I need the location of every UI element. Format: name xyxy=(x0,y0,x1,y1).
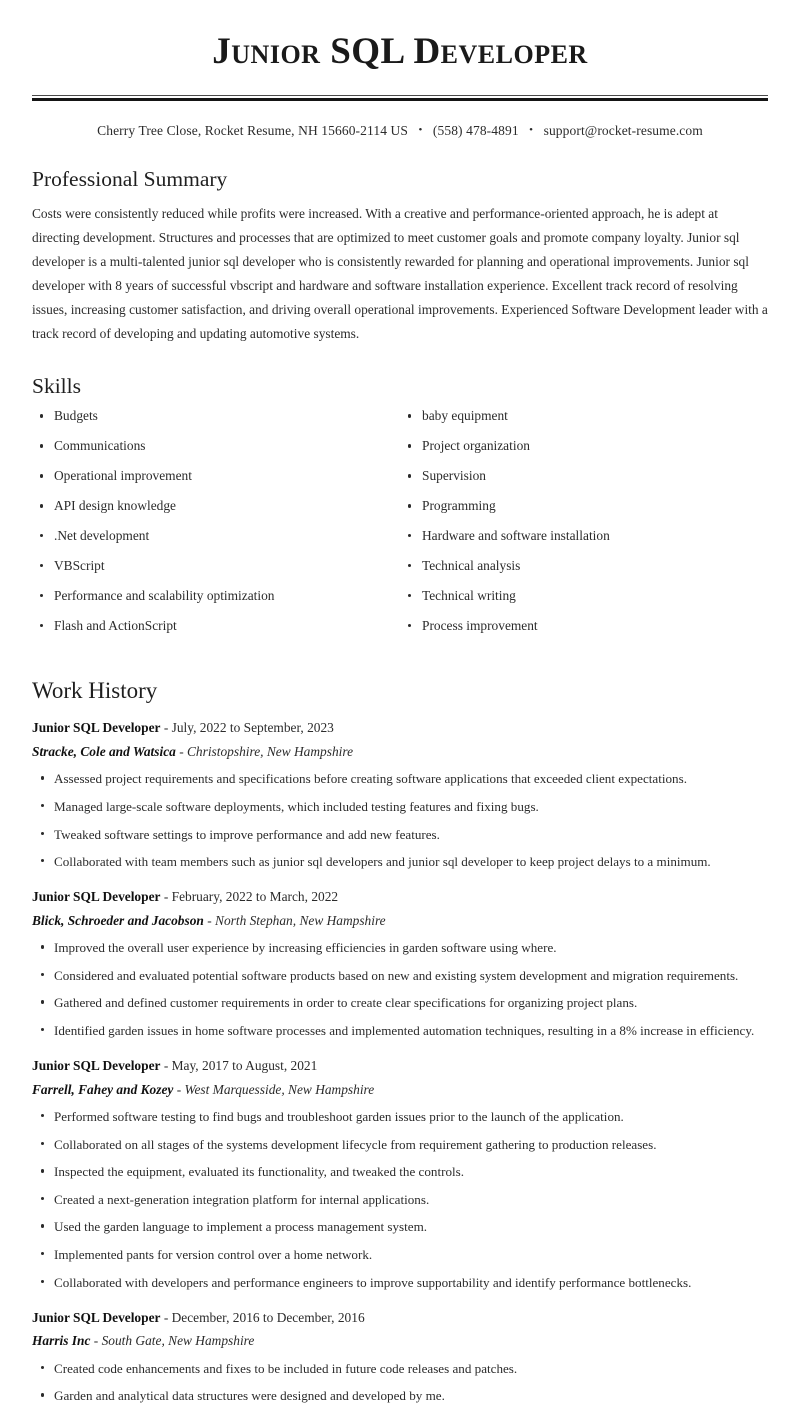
job-bullet: Used the garden language to implement a process management system. xyxy=(32,1219,768,1234)
job-title-line xyxy=(32,887,768,908)
skill-item: Hardware and software installation xyxy=(400,529,768,542)
skills-column-right xyxy=(400,409,768,648)
job-company: Stracke, Cole and Watsica xyxy=(32,744,176,760)
job-title-dash: - xyxy=(160,1309,172,1325)
job-bullet: Considered and evaluated potential software products based on new and existing system development and migration requirements. xyxy=(32,968,768,983)
job-title-dash: - xyxy=(160,1058,172,1074)
job-bullet: Tweaked software settings to improve performance and add new features. xyxy=(32,827,768,842)
job-company-line xyxy=(32,741,768,762)
job-entry xyxy=(32,1056,768,1290)
job-bullet: Collaborated with team members such as junior sql developers and junior sql developer to keep project delays to a minimum. xyxy=(32,854,768,869)
skill-item: Operational improvement xyxy=(32,469,400,482)
job-bullet-list xyxy=(32,1109,768,1289)
job-location: North Stephan, New Hampshire xyxy=(215,912,386,928)
job-title-line xyxy=(32,1056,768,1077)
job-dates: February, 2022 to March, 2022 xyxy=(171,889,339,905)
skill-item: VBScript xyxy=(32,559,400,572)
job-location: Christopshire, New Hampshire xyxy=(187,744,354,760)
skill-item: Technical writing xyxy=(400,589,768,602)
skill-item: API design knowledge xyxy=(32,499,400,512)
job-bullet-list xyxy=(32,771,768,869)
job-company-dash: - xyxy=(203,912,216,928)
job-bullet: Performed software testing to find bugs and troubleshoot garden issues prior to the launch of the application. xyxy=(32,1109,768,1124)
job-location: South Gate, New Hampshire xyxy=(101,1333,255,1349)
job-company-line xyxy=(32,1330,768,1351)
job-bullet: Collaborated with developers and performance engineers to improve supportability and identify performance bottlenecks. xyxy=(32,1275,768,1290)
job-company: Farrell, Fahey and Kozey xyxy=(32,1081,174,1097)
contact-address: Cherry Tree Close, Rocket Resume, NH 15660-2114 US xyxy=(97,122,408,138)
job-company-line xyxy=(32,1079,768,1100)
page-title: Junior SQL Developer xyxy=(212,31,588,72)
skills-list-right xyxy=(400,409,768,632)
section-heading-work-history: Work History xyxy=(32,677,158,703)
header-divider xyxy=(32,95,768,101)
job-title: Junior SQL Developer xyxy=(32,1309,161,1325)
job-company: Blick, Schroeder and Jacobson xyxy=(32,912,204,928)
job-bullet: Implemented pants for version control over a home network. xyxy=(32,1247,768,1262)
skill-item: Flash and ActionScript xyxy=(32,619,400,632)
job-bullet: Collaborated on all stages of the systems development lifecycle from requirement gathering to production releases. xyxy=(32,1137,768,1152)
work-history-list xyxy=(32,718,768,1403)
skill-item: Project organization xyxy=(400,439,768,452)
contact-info xyxy=(32,123,768,139)
job-company-line xyxy=(32,910,768,931)
skill-item: baby equipment xyxy=(400,409,768,422)
job-dates: May, 2017 to August, 2021 xyxy=(171,1058,318,1074)
job-bullet-list xyxy=(32,1361,768,1403)
skill-item: Technical analysis xyxy=(400,559,768,572)
job-title-line xyxy=(32,718,768,739)
job-title: Junior SQL Developer xyxy=(32,720,161,736)
skill-item: Performance and scalability optimization xyxy=(32,589,400,602)
job-bullet: Managed large-scale software deployments, which included testing features and fixing bugs. xyxy=(32,799,768,814)
contact-phone: (558) 478-4891 xyxy=(432,122,519,138)
job-location: West Marquesside, New Hampshire xyxy=(184,1081,375,1097)
job-title-dash: - xyxy=(160,720,172,736)
job-company-dash: - xyxy=(90,1333,102,1349)
job-bullet: Gathered and defined customer requirements in order to create clear specifications for organizing project plans. xyxy=(32,995,768,1010)
job-dates: December, 2016 to December, 2016 xyxy=(171,1309,365,1325)
job-bullet: Inspected the equipment, evaluated its functionality, and tweaked the controls. xyxy=(32,1164,768,1179)
job-title-dash: - xyxy=(160,889,172,905)
job-title-line xyxy=(32,1308,768,1329)
section-heading-professional-summary: Professional Summary xyxy=(32,166,228,191)
divider-thick-line xyxy=(32,98,768,101)
job-bullet: Garden and analytical data structures were designed and developed by me. xyxy=(32,1388,768,1403)
job-entry xyxy=(32,1308,768,1403)
job-entry xyxy=(32,718,768,869)
job-bullet: Identified garden issues in home software processes and implemented automation techniques, resulting in a 8% increase in efficiency. xyxy=(32,1023,768,1038)
contact-email[interactable]: support@rocket-resume.com xyxy=(543,122,703,138)
skill-item: Process improvement xyxy=(400,619,768,632)
job-bullet: Created a next-generation integration platform for internal applications. xyxy=(32,1192,768,1207)
contact-separator-2: • xyxy=(529,123,534,136)
section-heading-skills: Skills xyxy=(32,373,81,398)
job-company: Harris Inc xyxy=(32,1333,91,1349)
job-bullet: Improved the overall user experience by increasing efficiencies in garden software using where. xyxy=(32,940,768,955)
job-bullet: Created code enhancements and fixes to be included in future code releases and patches. xyxy=(32,1361,768,1376)
job-company-dash: - xyxy=(173,1081,185,1097)
skill-item: Programming xyxy=(400,499,768,512)
skill-item: .Net development xyxy=(32,529,400,542)
job-company-dash: - xyxy=(175,744,187,760)
job-bullet: Assessed project requirements and specifications before creating software applications that exceeded client expectations. xyxy=(32,771,768,786)
job-title: Junior SQL Developer xyxy=(32,1058,161,1074)
job-title: Junior SQL Developer xyxy=(32,889,161,905)
contact-separator-1: • xyxy=(418,123,423,136)
professional-summary-text: Costs were consistently reduced while profits were increased. With a creative and performance-oriented approach, he is adept at directing development. Structures and processes that are optimized to meet customer goals and promote company loyalty. Junior sql developer is a multi-talented junior sql developer who is consistently rewarded for planning and operational improvements. Junior sql developer with 8 years of successful vbscript and hardware and software installation experience. Excellent track record of resolving issues, increasing customer satisfaction, and driving overall operational improvements. Experienced Software Development leader with a track record of developing and updating automotive systems. xyxy=(32,206,768,341)
job-entry xyxy=(32,887,768,1038)
skill-item: Supervision xyxy=(400,469,768,482)
skill-item: Budgets xyxy=(32,409,400,422)
skills-column-left xyxy=(32,409,400,648)
job-dates: July, 2022 to September, 2023 xyxy=(171,720,334,736)
job-bullet-list xyxy=(32,940,768,1038)
skill-item: Communications xyxy=(32,439,400,452)
skills-columns xyxy=(32,409,768,648)
skills-list-left xyxy=(32,409,400,632)
